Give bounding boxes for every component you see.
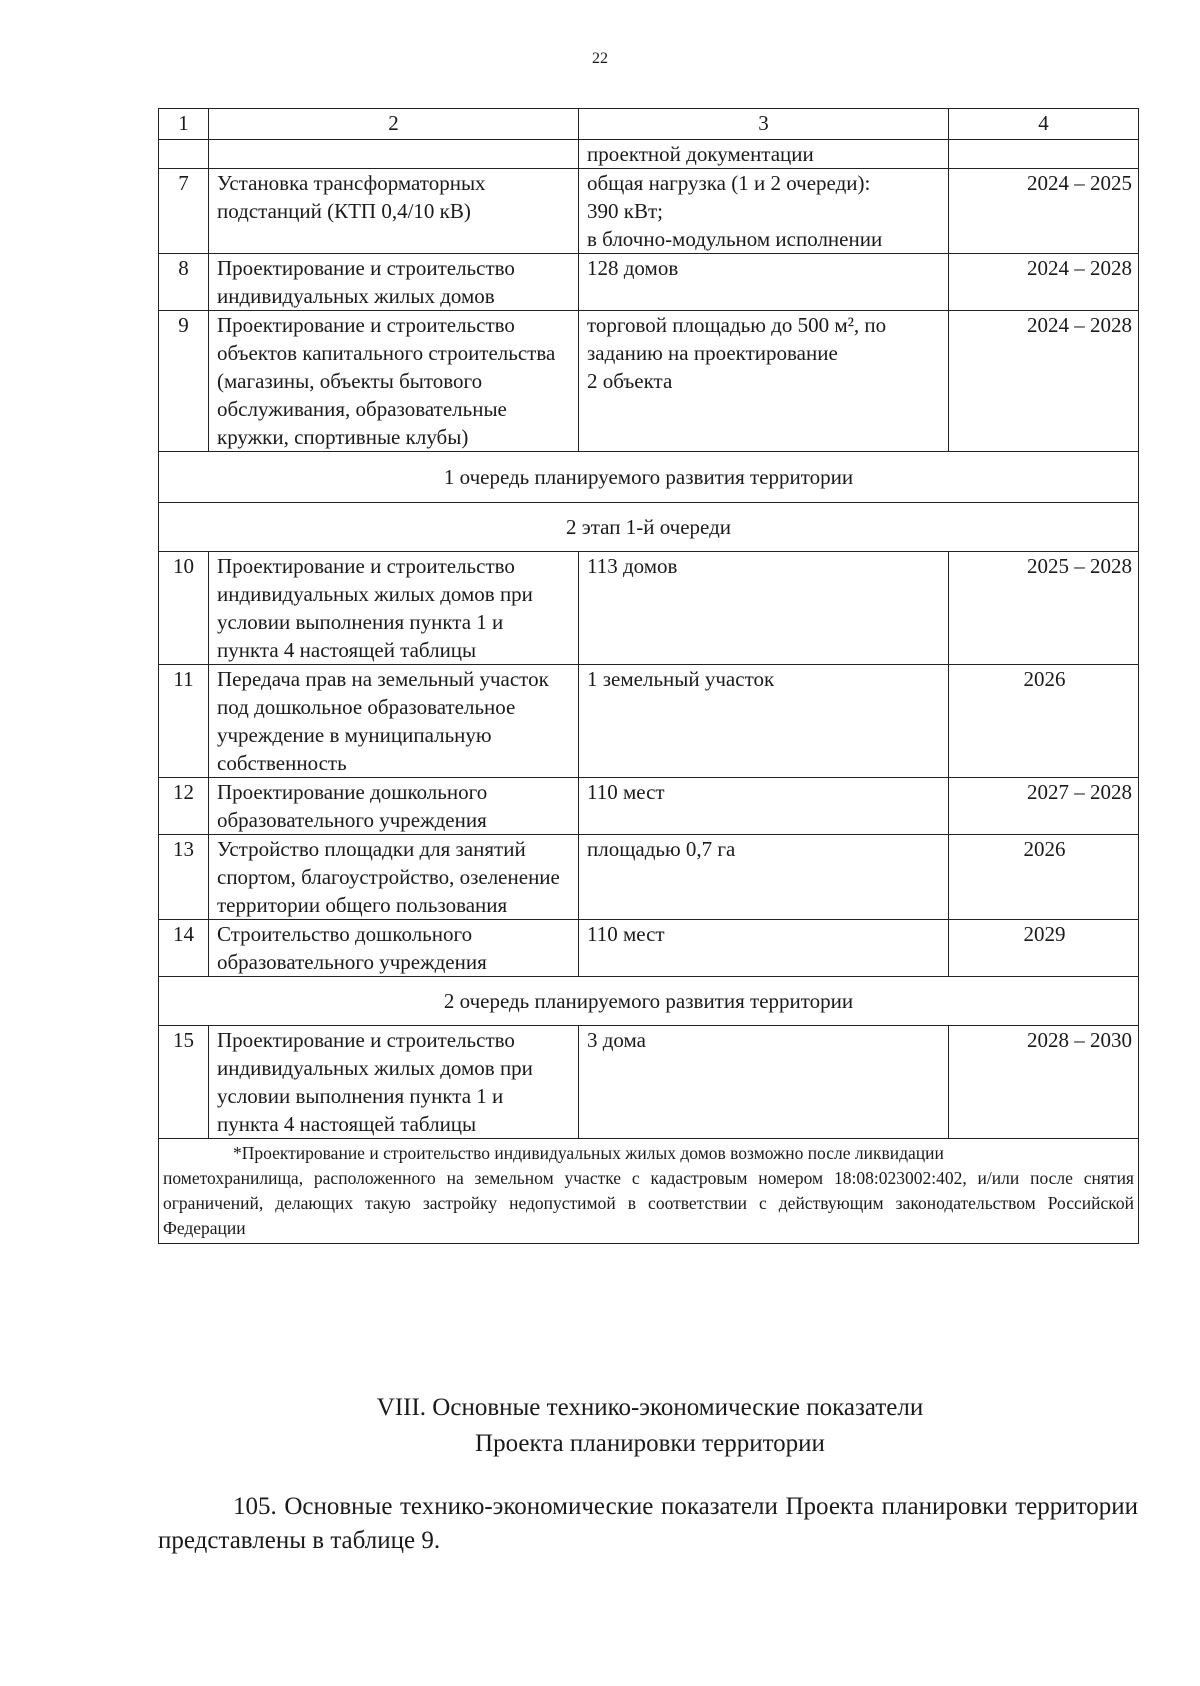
activity-spec [579,552,949,665]
header-cell: 1 [159,109,209,140]
header-cell: 2 [209,109,579,140]
activity-spec [579,665,949,778]
activity-spec [579,778,949,835]
table-row [159,552,1139,665]
row-number: 9 [159,311,209,452]
section-title-line: Проекта планировки территории [475,1430,825,1457]
implementation-period: 2028 – 2030 [949,1026,1139,1139]
body-paragraph: 105. Основные технико-экономические показатели Проекта планировки территории представлены в таблице 9. [158,1493,1138,1554]
rows-group-c [159,1026,1139,1139]
activity-spec [579,920,949,977]
table-row [159,1026,1139,1139]
spec-line: торговой площадью до 500 м², по заданию на проектирование [587,313,887,365]
activity-name: Проектирование дошкольного образовательного учреждения [209,778,579,835]
table-row [159,920,1139,977]
activity-name: Проектирование и строительство индивидуальных жилых домов при условии выполнения пункта 1 и пункта 4 настоящей таблицы [209,552,579,665]
row-number: 7 [159,169,209,254]
activity-name: Устройство площадки для занятий спортом, благоустройство, озеленение территории общего пользования [209,835,579,920]
table-row [159,311,1139,452]
implementation-period: 2026 [949,665,1139,778]
section-heading: 2 очередь планируемого развития территории [159,977,1139,1026]
planning-stages-table [158,108,1139,1244]
rows-group-a [159,169,1139,452]
table-row [159,169,1139,254]
activity-name: Строительство дошкольного образовательного учреждения [209,920,579,977]
section-heading: 1 очередь планируемого развития территории [159,452,1139,503]
spec-line: общая нагрузка (1 и 2 очереди): [587,171,871,195]
implementation-period: 2026 [949,835,1139,920]
table-header-row [159,109,1139,140]
activity-spec [579,1026,949,1139]
activity-name: Проектирование и строительство объектов капитального строительства (магазины, объекты бытового обслуживания, образовательные кружки, спортивные клубы) [209,311,579,452]
spec-line: 390 кВт; [587,199,663,223]
stage-heading: 2 этап 1-й очереди [159,503,1139,552]
footnote-first-line: *Проектирование и строительство индивидуальных жилых домов возможно после ликвидации [233,1143,944,1163]
activity-name: Проектирование и строительство индивидуальных жилых домов [209,254,579,311]
footnote [159,1139,1139,1244]
activity-name: Передача прав на земельный участок под дошкольное образовательное учреждение в муниципальную собственность [209,665,579,778]
row-number: 8 [159,254,209,311]
header-cell: 4 [949,109,1139,140]
row-number: 11 [159,665,209,778]
section-row [159,977,1139,1026]
row-number: 13 [159,835,209,920]
row-number: 12 [159,778,209,835]
table-row [159,778,1139,835]
spec-line: 1 земельный участок [587,667,775,691]
row-number: 10 [159,552,209,665]
section-title-line: VIII. Основные технико-экономические показатели [376,1394,924,1421]
spec-line: 110 мест [587,922,665,946]
implementation-period: 2025 – 2028 [949,552,1139,665]
spec-line: 113 домов [587,554,678,578]
spec-line: 110 мест [587,780,665,804]
section-row [159,503,1139,552]
table-row [159,665,1139,778]
implementation-period: 2024 – 2028 [949,254,1139,311]
implementation-period: 2029 [949,920,1139,977]
spec-line: 3 дома [587,1028,647,1052]
header-cell: 3 [579,109,949,140]
continuation-cell: проектной документации [579,140,949,169]
empty-cell [949,140,1139,169]
row-number: 14 [159,920,209,977]
activity-spec [579,311,949,452]
spec-line: 2 объекта [587,369,673,393]
empty-cell [159,140,209,169]
footnote-row [159,1139,1139,1244]
activity-spec [579,254,949,311]
continuation-row [159,140,1139,169]
activity-name: Проектирование и строительство индивидуальных жилых домов при условии выполнения пункта 1 и пункта 4 настоящей таблицы [209,1026,579,1139]
spec-line: 128 домов [587,256,679,280]
activity-name: Установка трансформаторных подстанций (КТП 0,4/10 кВ) [209,169,579,254]
table-row [159,254,1139,311]
rows-group-b [159,552,1139,977]
spec-line: в блочно-модульном исполнении [587,227,883,251]
implementation-period: 2024 – 2028 [949,311,1139,452]
implementation-period: 2024 – 2025 [949,169,1139,254]
section-title [0,1390,1200,1462]
section-row [159,452,1139,503]
activity-spec [579,835,949,920]
empty-cell [209,140,579,169]
activity-spec [579,169,949,254]
implementation-period: 2027 – 2028 [949,778,1139,835]
page-number: 22 [592,50,608,67]
spec-line: площадью 0,7 га [587,837,736,861]
footnote-rest: пометохранилища, расположенного на земельном участке с кадастровым номером 18:08:023002:402, и/или после снятия ограничений, делающих такую застройку недопустимой в соответствии с действующим законодательством Российской Федерации [163,1168,1134,1238]
table-row [159,835,1139,920]
row-number: 15 [159,1026,209,1139]
